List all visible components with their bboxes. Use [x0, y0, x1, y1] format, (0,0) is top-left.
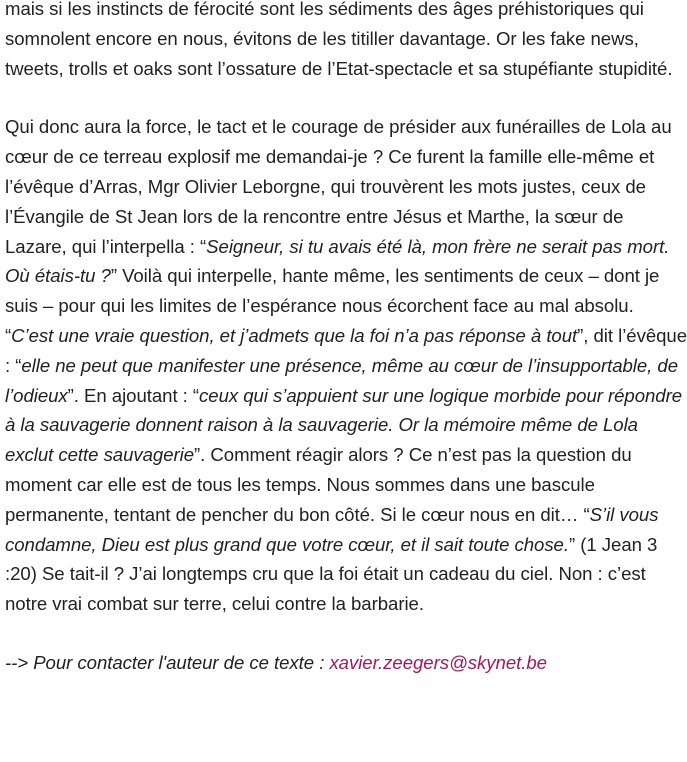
- text-segment: ”, dit l’évêque : “: [5, 324, 687, 376]
- text-segment: Qui donc aura la force, le tact et le courage de présider aux funérailles de Lola au cœur de ce terreau explosif me demandai-je ? Ce furent la famille elle-même et l’évêque d’Arras, Mgr Olivier Leborgne, qui trouvèrent les mots justes, ceux de l’Évangile de St Jean lors de la rencontre entre Jésus et Marthe, la sœur de Lazare, qui l’interpella : “: [5, 116, 672, 257]
- text-segment: ”. En ajoutant : “: [67, 384, 200, 406]
- contact-label: --> Pour contacter l'auteur de ce texte :: [5, 651, 330, 673]
- quote-bishop-3: ceux qui s’appuient sur une logique morbide pour répondre à la sauvagerie donnent raison à la sauvagerie. Or la mémoire même de Lola exclut cette sauvagerie: [5, 384, 683, 466]
- text-segment: ” Voilà qui interpelle, hante même, les sentiments de ceux – dont je suis – pour qui les limites de l’espérance nous écorchent face au mal absolu. “: [5, 265, 660, 346]
- text-segment: ” (1 Jean 3 :20) Se tait-il ? J’ai longtemps cru que la foi était un cadeau du ciel. Non : c’est notre vrai combat sur terre, celui contre la barbarie.: [5, 533, 658, 615]
- quote-bishop-1: C’est une vraie question, et j’admets que la foi n’a pas réponse à tout: [11, 324, 578, 346]
- text-segment: ”. Comment réagir alors ? Ce n’est pas la question du moment car elle est de tous les temps. Nous sommes dans une bascule permanente, tentant de pencher du bon côté. Si le cœur nous en dit… “: [5, 444, 632, 525]
- quote-bishop-2: elle ne peut que manifester une présence, même au cœur de l’insupportable, de l’odieux: [5, 354, 678, 406]
- paragraph-intro: [5, 0, 687, 83]
- author-email-link[interactable]: xavier.zeegers@skynet.be: [329, 651, 547, 673]
- paragraph-funeral: [5, 112, 687, 619]
- quote-marthe: Seigneur, si tu avais été là, mon frère ne serait pas mort. Où étais-tu ?: [5, 235, 670, 287]
- paragraph-intro-text: mais si les instincts de férocité sont les sédiments des âges préhistoriques qui somnolent encore en nous, évitons de les titiller davantage. Or les fake news, tweets, trolls et oaks sont l’ossature de l’Etat-spectacle et sa stupéfiante stupidité.: [5, 0, 673, 79]
- quote-scripture: S’il vous condamne, Dieu est plus grand que votre cœur, et il sait toute chose.: [5, 503, 659, 555]
- contact-line: [5, 648, 687, 678]
